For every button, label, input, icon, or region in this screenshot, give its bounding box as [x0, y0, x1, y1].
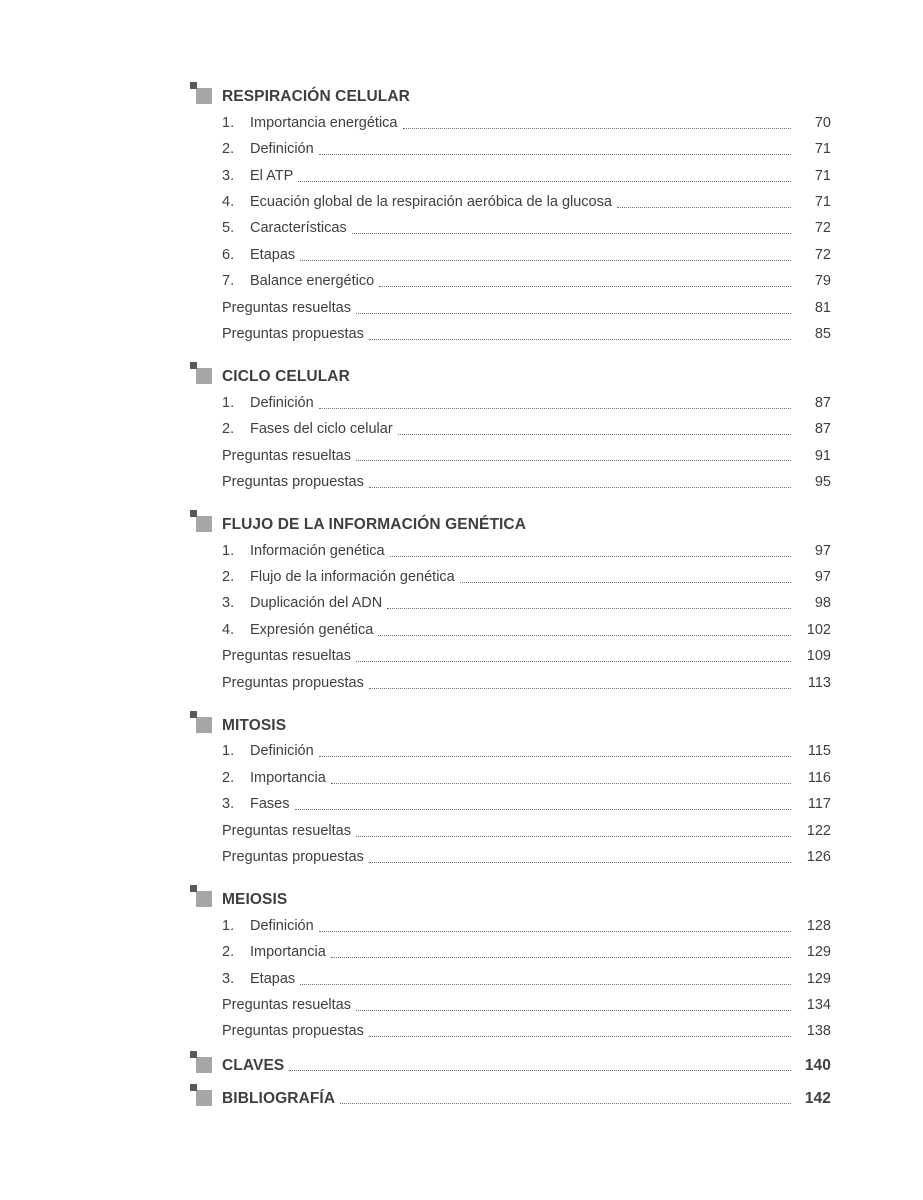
- page-number: 122: [806, 822, 831, 839]
- entry-number: 1.: [222, 114, 235, 131]
- toc-section: [190, 79, 831, 343]
- dot-leader: [356, 661, 791, 662]
- section-marker-icon: [190, 711, 222, 734]
- entry-number: 3.: [222, 595, 235, 612]
- toc-entry: [190, 317, 831, 343]
- entry-label: Duplicación del ADN: [250, 595, 383, 612]
- entry-number: 2.: [222, 141, 235, 158]
- dot-leader: [298, 181, 791, 182]
- toc-entry: [190, 813, 831, 839]
- entry-label: Preguntas propuestas: [222, 325, 364, 342]
- dot-leader: [378, 635, 791, 636]
- page-number: 134: [806, 996, 831, 1013]
- toc-entry: [190, 560, 831, 586]
- section-title: CICLO CELULAR: [222, 368, 350, 386]
- dot-leader: [300, 984, 791, 985]
- toc-entry: [190, 438, 831, 464]
- toc-entry: [190, 586, 831, 612]
- entry-label: Preguntas resueltas: [222, 822, 351, 839]
- page-number: 113: [807, 674, 831, 691]
- dot-leader: [369, 688, 791, 689]
- page-number: 81: [814, 299, 831, 316]
- dot-leader: [319, 408, 791, 409]
- entry-number: 1.: [222, 917, 235, 934]
- toc-entry: [190, 612, 831, 638]
- page-number: 95: [814, 473, 831, 490]
- entry-number: 6.: [222, 246, 235, 263]
- page-number: 71: [814, 141, 831, 158]
- entry-number: 2.: [222, 769, 235, 786]
- page-number: 72: [814, 246, 831, 263]
- toc-entry: [190, 639, 831, 665]
- toc-entry: [190, 385, 831, 411]
- marker-large-square: [196, 516, 212, 532]
- dot-leader: [387, 608, 791, 609]
- entry-number: 2.: [222, 944, 235, 961]
- page-number: 129: [806, 944, 831, 961]
- dot-leader: [398, 434, 791, 435]
- entry-label: Preguntas resueltas: [222, 299, 351, 316]
- marker-small-square: [190, 82, 197, 89]
- entry-number: 1.: [222, 394, 235, 411]
- marker-large-square: [196, 368, 212, 384]
- page-number: 97: [814, 542, 831, 559]
- toc-entry: [190, 760, 831, 786]
- marker-small-square: [190, 1084, 197, 1091]
- toc-entry: [190, 412, 831, 438]
- marker-small-square: [190, 1051, 197, 1058]
- dot-leader: [356, 836, 791, 837]
- entry-number: 2.: [222, 421, 235, 438]
- page-number: 97: [814, 569, 831, 586]
- toc-section-heading: [190, 1081, 831, 1107]
- entry-label: Preguntas resueltas: [222, 447, 351, 464]
- toc-section-heading: [190, 1047, 831, 1073]
- page-number: 72: [814, 220, 831, 237]
- toc-section-heading: [190, 882, 831, 908]
- entry-label: Preguntas propuestas: [222, 674, 364, 691]
- toc-entry: [190, 840, 831, 866]
- dot-leader: [295, 809, 792, 810]
- entry-label: Importancia: [250, 944, 326, 961]
- toc-entry: [190, 158, 831, 184]
- dot-leader: [319, 154, 791, 155]
- dot-leader: [369, 487, 791, 488]
- toc-section: [190, 708, 831, 866]
- entry-number: 7.: [222, 273, 235, 290]
- page-number: 70: [814, 114, 831, 131]
- toc-entry: [190, 264, 831, 290]
- dot-leader: [352, 233, 791, 234]
- section-marker-icon: [190, 885, 222, 908]
- toc-entry: [190, 105, 831, 131]
- entry-label: El ATP: [250, 167, 294, 184]
- dot-leader: [331, 783, 791, 784]
- section-marker-icon: [190, 82, 222, 105]
- toc-entry: [190, 988, 831, 1014]
- entry-label: Ecuación global de la respiración aeróbica de la glucosa: [250, 194, 612, 211]
- section-marker-icon: [190, 1084, 222, 1107]
- marker-large-square: [196, 1057, 212, 1073]
- marker-small-square: [190, 362, 197, 369]
- marker-large-square: [196, 88, 212, 104]
- section-title: CLAVES: [222, 1056, 285, 1074]
- dot-leader: [390, 556, 791, 557]
- entry-number: 2.: [222, 569, 235, 586]
- page-number: 85: [814, 325, 831, 342]
- entry-label: Etapas: [250, 970, 296, 987]
- toc-section-heading: [190, 79, 831, 105]
- marker-small-square: [190, 510, 197, 517]
- dot-leader: [356, 313, 791, 314]
- dot-leader: [356, 1010, 791, 1011]
- dot-leader: [356, 460, 791, 461]
- entry-number: 4.: [222, 621, 235, 638]
- toc-entry: [190, 237, 831, 263]
- dot-leader: [460, 582, 791, 583]
- entry-label: Definición: [250, 743, 314, 760]
- section-marker-icon: [190, 510, 222, 533]
- entry-number: 4.: [222, 194, 235, 211]
- page-number: 138: [806, 1023, 831, 1040]
- page-number: 71: [814, 167, 831, 184]
- toc-entry: [190, 290, 831, 316]
- entry-number: 1.: [222, 743, 235, 760]
- page-number: 102: [806, 621, 831, 638]
- toc-entry: [190, 185, 831, 211]
- marker-small-square: [190, 885, 197, 892]
- dot-leader: [300, 260, 791, 261]
- entry-label: Preguntas propuestas: [222, 473, 364, 490]
- toc-entry: [190, 533, 831, 559]
- entry-label: Preguntas resueltas: [222, 648, 351, 665]
- section-title: BIBLIOGRAFÍA: [222, 1090, 336, 1108]
- table-of-contents: [190, 79, 831, 1107]
- page-number: 87: [814, 394, 831, 411]
- dot-leader: [403, 128, 792, 129]
- entry-label: Flujo de la información genética: [250, 569, 455, 586]
- entry-label: Preguntas resueltas: [222, 996, 351, 1013]
- page-number: 116: [807, 769, 831, 786]
- page-number: 71: [814, 194, 831, 211]
- page-number: 128: [806, 917, 831, 934]
- section-marker-icon: [190, 1051, 222, 1074]
- toc-section: [190, 882, 831, 1040]
- marker-large-square: [196, 717, 212, 733]
- dot-leader: [319, 756, 791, 757]
- entry-number: 3.: [222, 796, 235, 813]
- dot-leader: [331, 957, 791, 958]
- dot-leader: [617, 207, 791, 208]
- page-number: 117: [807, 796, 831, 813]
- toc-entry: [190, 132, 831, 158]
- toc-entry: [190, 734, 831, 760]
- toc-entry: [190, 211, 831, 237]
- page-number: 142: [804, 1090, 831, 1108]
- entry-number: 3.: [222, 970, 235, 987]
- entry-number: 5.: [222, 220, 235, 237]
- toc-section-heading: [190, 708, 831, 734]
- dot-leader: [379, 286, 791, 287]
- page-number: 91: [814, 447, 831, 464]
- dot-leader: [319, 931, 791, 932]
- page-number: 79: [814, 273, 831, 290]
- entry-label: Información genética: [250, 542, 385, 559]
- entry-label: Etapas: [250, 246, 296, 263]
- toc-entry: [190, 665, 831, 691]
- toc-section: [190, 1047, 831, 1073]
- toc-section-heading: [190, 507, 831, 533]
- entry-number: 1.: [222, 542, 235, 559]
- dot-leader: [369, 339, 791, 340]
- entry-label: Definición: [250, 917, 314, 934]
- page-number: 140: [804, 1056, 831, 1074]
- entry-label: Definición: [250, 394, 314, 411]
- marker-large-square: [196, 891, 212, 907]
- page-number: 115: [807, 743, 831, 760]
- marker-large-square: [196, 1090, 212, 1106]
- page-number: 109: [806, 648, 831, 665]
- dot-leader: [369, 862, 791, 863]
- dot-leader: [340, 1103, 791, 1104]
- toc-entry: [190, 935, 831, 961]
- toc-section-heading: [190, 359, 831, 385]
- section-title: MITOSIS: [222, 716, 287, 734]
- entry-label: Fases del ciclo celular: [250, 421, 393, 438]
- toc-entry: [190, 1014, 831, 1040]
- section-title: FLUJO DE LA INFORMACIÓN GENÉTICA: [222, 516, 527, 534]
- toc-section: [190, 359, 831, 491]
- toc-entry: [190, 464, 831, 490]
- page-number: 126: [806, 849, 831, 865]
- toc-section: [190, 1081, 831, 1107]
- entry-label: Importancia energética: [250, 114, 398, 131]
- section-marker-icon: [190, 362, 222, 385]
- entry-label: Definición: [250, 141, 314, 158]
- section-title: MEIOSIS: [222, 891, 288, 909]
- entry-label: Preguntas propuestas: [222, 849, 364, 865]
- page-number: 129: [806, 970, 831, 987]
- dot-leader: [289, 1070, 791, 1071]
- page-number: 98: [814, 595, 831, 612]
- entry-label: Fases: [250, 796, 290, 813]
- entry-label: Balance energético: [250, 273, 375, 290]
- page-number: 87: [814, 421, 831, 438]
- toc-entry: [190, 908, 831, 934]
- marker-small-square: [190, 711, 197, 718]
- section-title: RESPIRACIÓN CELULAR: [222, 88, 410, 106]
- toc-entry: [190, 787, 831, 813]
- toc-entry: [190, 961, 831, 987]
- entry-label: Preguntas propuestas: [222, 1023, 364, 1040]
- toc-section: [190, 507, 831, 692]
- dot-leader: [369, 1036, 791, 1037]
- entry-label: Importancia: [250, 769, 326, 786]
- entry-label: Características: [250, 220, 347, 237]
- entry-label: Expresión genética: [250, 621, 374, 638]
- entry-number: 3.: [222, 167, 235, 184]
